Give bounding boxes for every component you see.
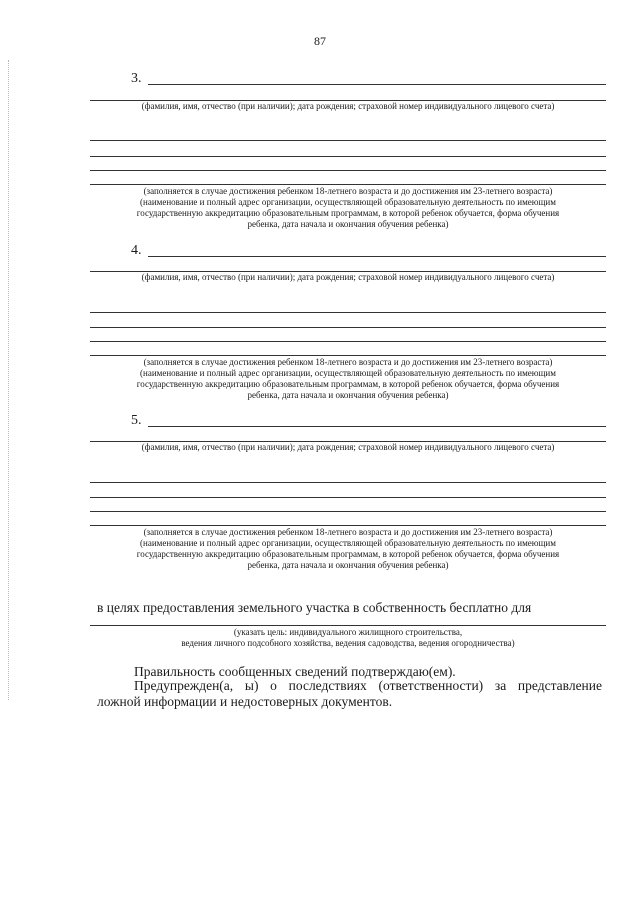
caption-line: (наименование и полный адрес организации, осуществляющей образовательную деятельность по имеющим — [140, 197, 556, 207]
name-caption: (фамилия, имя, отчество (при наличии); дата рождения; страховой номер индивидуального лицевого счета) — [141, 101, 555, 111]
purpose-caption — [90, 627, 606, 649]
caption-line: (указать цель: индивидуального жилищного строительства, — [233, 627, 463, 637]
education-field-line[interactable] — [90, 170, 606, 171]
left-margin-dots — [8, 60, 9, 700]
education-caption — [90, 186, 606, 230]
caption-line: государственную аккредитацию образовательным программам, в которой ребенок обучается, форма обучения — [136, 379, 560, 389]
name-field[interactable] — [148, 84, 606, 85]
caption-line: государственную аккредитацию образовательным программам, в которой ребенок обучается, форма обучения — [136, 208, 560, 218]
purpose-field[interactable] — [90, 625, 606, 626]
education-field-line[interactable] — [90, 497, 606, 498]
education-field-line[interactable] — [90, 482, 606, 483]
caption-line: ребенка, дата начала и окончания обучения ребенка) — [247, 219, 449, 229]
education-caption — [90, 527, 606, 571]
caption-line: ведения личного подсобного хозяйства, ведения садоводства, ведения огородничества) — [181, 638, 515, 648]
item-number: 3. — [131, 71, 142, 86]
education-field-line[interactable] — [90, 156, 606, 157]
caption-line: государственную аккредитацию образовательным программам, в которой ребенок обучается, форма обучения — [136, 549, 560, 559]
education-field-line[interactable] — [90, 327, 606, 328]
caption-line: ребенка, дата начала и окончания обучения ребенка) — [247, 560, 449, 570]
name-field[interactable] — [148, 256, 606, 257]
caption-line: (наименование и полный адрес организации, осуществляющей образовательную деятельность по имеющим — [140, 538, 556, 548]
page-number: 87 — [314, 34, 326, 48]
education-field-line[interactable] — [90, 525, 606, 526]
confirmation-statement: Правильность сообщенных сведений подтверждаю(ем). — [134, 664, 456, 679]
name-caption: (фамилия, имя, отчество (при наличии); дата рождения; страховой номер индивидуального лицевого счета) — [141, 272, 555, 282]
caption-line: (заполняется в случае достижения ребенком 18-летнего возраста и до достижения им 23-летнего возраста) — [143, 357, 553, 367]
item-number: 5. — [131, 413, 142, 428]
caption-line: (наименование и полный адрес организации, осуществляющей образовательную деятельность по имеющим — [140, 368, 556, 378]
name-field[interactable] — [148, 426, 606, 427]
education-field-line[interactable] — [90, 341, 606, 342]
item-number: 4. — [131, 243, 142, 258]
warning-statement-line: ложной информации и недостоверных документов. — [97, 694, 393, 709]
warning-statement-line: Предупрежден(а, ы) о последствиях (ответственности) за представление — [134, 678, 602, 693]
education-field-line[interactable] — [90, 184, 606, 185]
education-caption — [90, 357, 606, 401]
name-caption: (фамилия, имя, отчество (при наличии); дата рождения; страховой номер индивидуального лицевого счета) — [141, 442, 555, 452]
education-field-line[interactable] — [90, 312, 606, 313]
education-field-line[interactable] — [90, 511, 606, 512]
education-field-line[interactable] — [90, 140, 606, 141]
caption-line: (заполняется в случае достижения ребенком 18-летнего возраста и до достижения им 23-летнего возраста) — [143, 527, 553, 537]
education-field-line[interactable] — [90, 355, 606, 356]
purpose-text: в целях предоставления земельного участка в собственность бесплатно для — [97, 600, 532, 615]
caption-line: ребенка, дата начала и окончания обучения ребенка) — [247, 390, 449, 400]
caption-line: (заполняется в случае достижения ребенком 18-летнего возраста и до достижения им 23-летнего возраста) — [143, 186, 553, 196]
